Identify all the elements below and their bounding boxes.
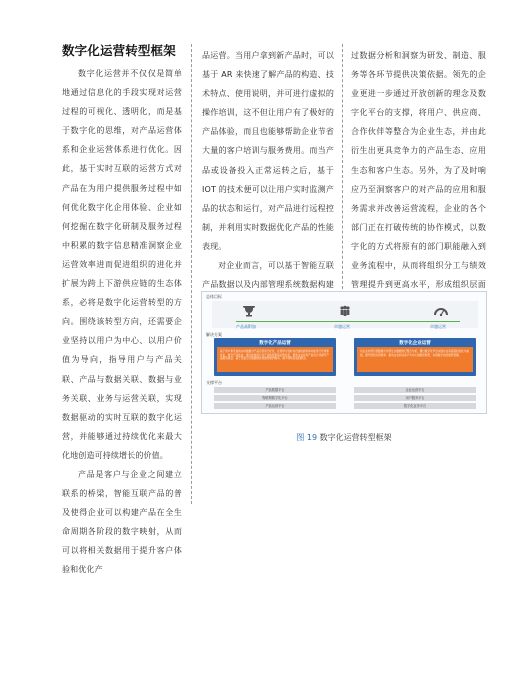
paragraph: 数字化运营并不仅仅是简单地通过信息化的手段实现对运营过程的可视化、透明化，而是基于数字化的思维，对产品运营体系和企业运营体系进行优化。因此，基于实时互联的运营方式对产品在为用户提供服务过程中如何优化数字化企用体验、企业如何挖掘在数字化研制及服务过程中积累的数字信息精准洞察企业运营效率进而促进组织的进化并扩展为跨上下游供应链的生态体系，必将是数字化运营转型的方向。围绕该转型方向，还需要企业坚持以用户为中心、以用户价值为导向，指导用户与产品关联、产品与数据关联、数据与业务关联、业务与运营关联，实现数据驱动的实时互联的数字化运营，并能够通过持续优化来最大化地创造可持续增长的价值。 [62, 69, 182, 460]
goal-connector-line [236, 321, 460, 322]
platform-bar: 数字化业务平台 [354, 403, 476, 409]
platform-bar: 用户服务平台 [354, 395, 476, 401]
column-divider-2 [342, 44, 343, 294]
goal-row [212, 301, 478, 328]
column-3 [351, 46, 486, 313]
box-title: 数字化产品运营 [259, 341, 291, 346]
enterprise-operation-detail [357, 347, 473, 372]
figure-caption [201, 432, 487, 443]
team-icon [338, 305, 352, 317]
column-2 [202, 46, 334, 313]
column-divider-1 [191, 44, 192, 504]
platform-bar: 产品运营平台 [214, 403, 336, 409]
product-operation-detail [217, 347, 333, 372]
trophy-icon [242, 305, 256, 317]
section-title: 数字化运营转型框架 [62, 43, 176, 58]
platform-bar: 产品数据平台 [214, 387, 336, 393]
gauge-icon [434, 305, 448, 317]
goal-item: 卓越运营 [334, 324, 350, 329]
platform-bar: 企业运营平台 [354, 387, 476, 393]
platform-bar: 物联网数字化平台 [214, 395, 336, 401]
paragraph: 对企业而言，可以基于智能互联产品数据以及内部管理系统数据构建 [202, 261, 334, 290]
box-title: 数字化企业运营 [399, 341, 431, 346]
goal-item: 卓越运营 [430, 324, 446, 329]
goal-item: 产品高附加 [236, 324, 256, 329]
framework-figure [201, 291, 487, 414]
column-1 [62, 44, 182, 580]
paragraph: 过数据分析和洞察为研发、制造、服务等各环节提供决策依据。领先的企业更进一步通过开放创新的理念及数字化平台的支撑，将用户、供应商、合作伙伴等整合为企业生态，并由此衍生出更具竞争力的产品生态、应用生态和客户生态。另外，为了及时响应乃至洞察客户的对产品的应用和服务需求并改善运营流程，企业的各个部门正在打破传统的协作模式，以数字化的方式将原有的部门职能融入到业务流程中，从而将组织分工与绩效管理提升到更高水平，形成组织层面 [351, 51, 486, 290]
paragraph: 产品是客户与企业之间建立联系的桥梁，智能互联产品的普及使得企业可以构建产品在全生命周期各阶段的数字映射，从而可以将相关数据用于提升客户体验和优化产 [62, 469, 182, 575]
figure-number: 图 19 [296, 433, 318, 442]
box-text: 基于用户和设备的实时数据对产品运营进行优化，在使用中及时对设备的固件和功能进行升级和优化，提升产品性能；通过收集用户对产品的使用和反馈信息，帮助企业改进产品设计并提升产品服务质量；基于设备运行数据提供预测性维护服务，减少停机造成的损失。 [220, 350, 329, 361]
figure-caption-text: 数字化运营转型框架 [319, 433, 392, 442]
goal-label: 总体目标 [206, 294, 222, 299]
paragraph: 品运营。当用户拿到新产品时，可以基于 AR 来快速了解产品的构造、技术特点、使用说明，并可进行虚拟的操作培训，这不但让用户有了极好的产品体验，而且也能够帮助企业节省大量的客户培训与服务费用。而当产品或设备投入正常运转之后，基于 IOT 的技术便可以让用户实时监测产品的状态和运行，对产品进行远程控制，并利用实时数据优化产品的性能表现。 [202, 51, 334, 251]
box-text: 对企业内部运营数据与外部生态数据进行整合分析，通过数字化平台实现对业务流程的优化与重组，提升组织运营效率；推动企业向以客户为中心的组织转型，实现数字化的组织管理。 [360, 350, 469, 357]
platform-label: 支撑平台 [206, 380, 222, 385]
solution-label: 解决方案 [206, 332, 222, 337]
